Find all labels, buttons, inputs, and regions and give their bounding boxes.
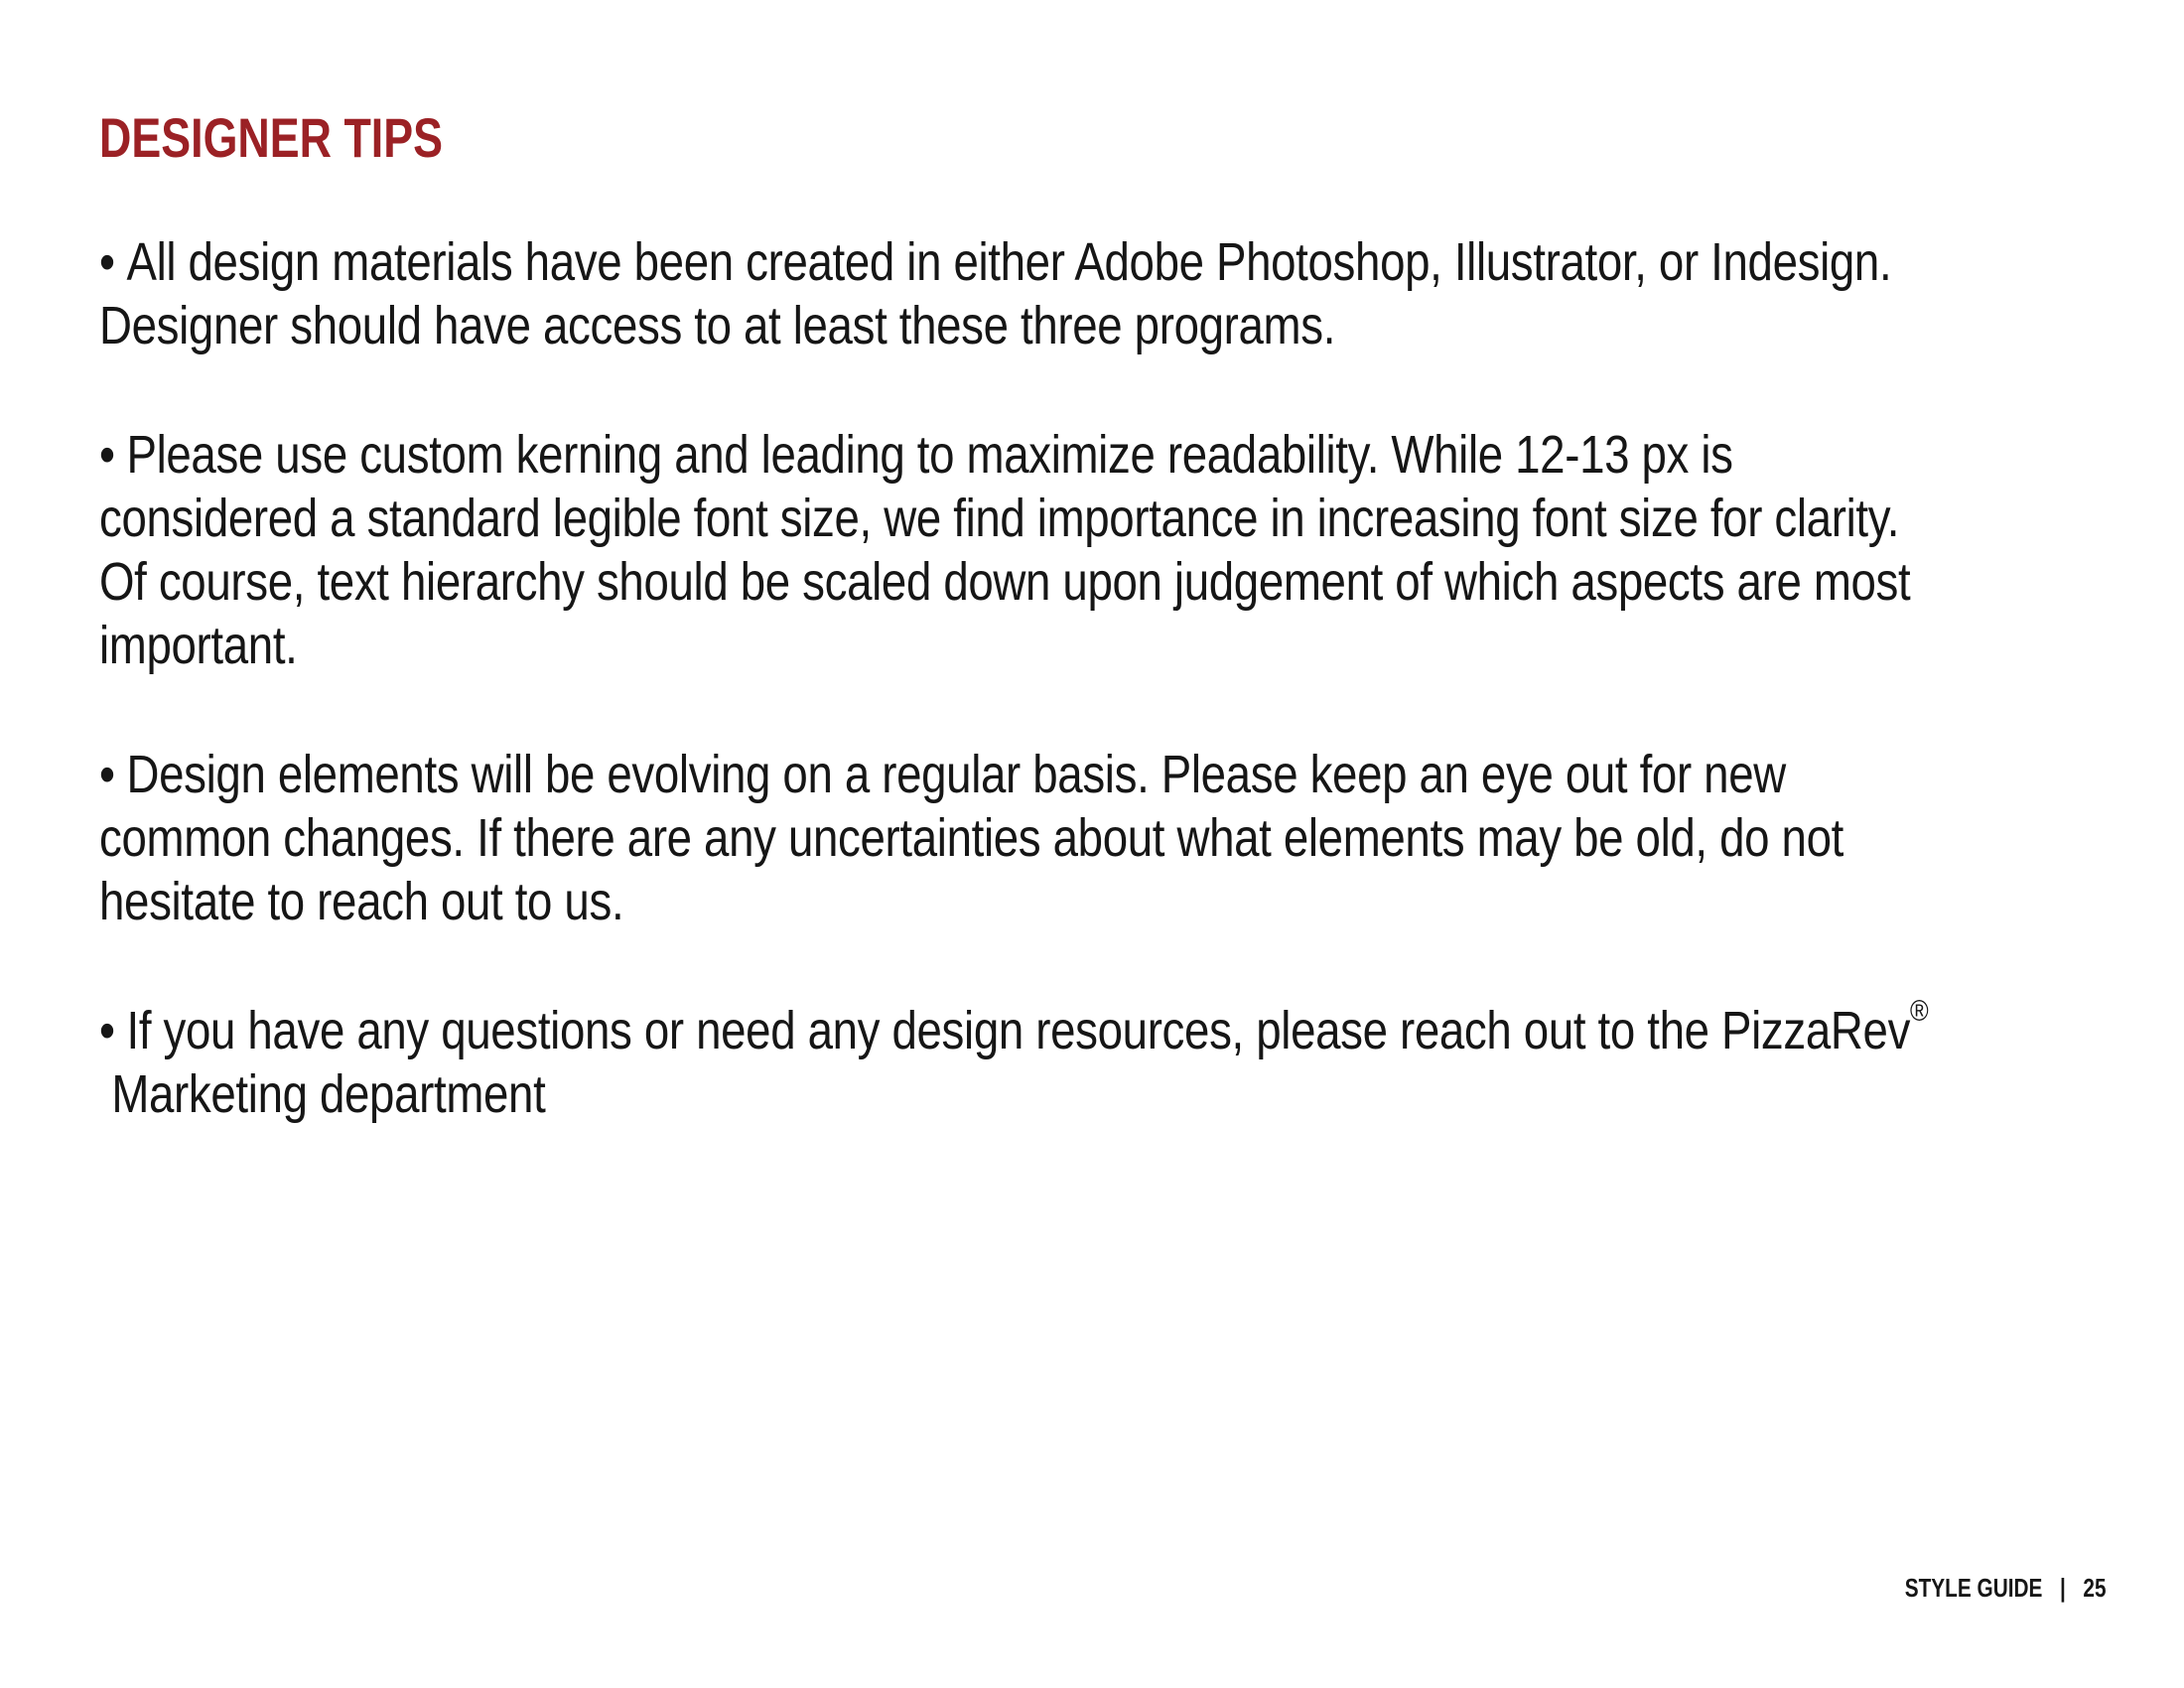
tip-item <box>99 743 2115 933</box>
tip-line: hesitate to reach out to us. <box>99 872 624 931</box>
tip-item <box>99 995 2115 1126</box>
footer-label: STYLE GUIDE <box>1905 1573 2043 1603</box>
tip-line: important. <box>99 616 298 675</box>
bullet-icon: • <box>99 425 115 485</box>
tip-item <box>99 423 2115 677</box>
bullet-icon: • <box>99 745 115 804</box>
tips-list <box>99 230 2115 1192</box>
tip-line: Of course, text hierarchy should be scaled down upon judgement of which aspects are most <box>99 552 1911 612</box>
tip-line: Designer should have access to at least these three programs. <box>99 296 1336 355</box>
tip-line: • If you have any questions or need any design resources, please reach out to the PizzaRev® <box>99 995 1929 1060</box>
tip-item <box>99 230 2115 357</box>
tip-line: considered a standard legible font size, we find importance in increasing font size for clarity. <box>99 489 1900 548</box>
page-footer <box>1905 1573 2107 1604</box>
page-title: DESIGNER TIPS <box>99 106 444 169</box>
tip-line: • Design elements will be evolving on a regular basis. Please keep an eye out for new <box>99 745 1786 804</box>
page-number: 25 <box>2083 1573 2107 1603</box>
tip-line: • Please use custom kerning and leading to maximize readability. While 12-13 px is <box>99 425 1733 485</box>
bullet-icon: • <box>99 232 115 292</box>
registered-mark: ® <box>1910 995 1929 1028</box>
bullet-icon: • <box>99 1001 115 1060</box>
tip-line: • All design materials have been created in either Adobe Photoshop, Illustrator, or Indesign. <box>99 232 1892 292</box>
footer-separator: | <box>2060 1573 2067 1603</box>
tip-line: Marketing department <box>99 1064 546 1124</box>
tip-line: common changes. If there are any uncertainties about what elements may be old, do not <box>99 808 1843 868</box>
